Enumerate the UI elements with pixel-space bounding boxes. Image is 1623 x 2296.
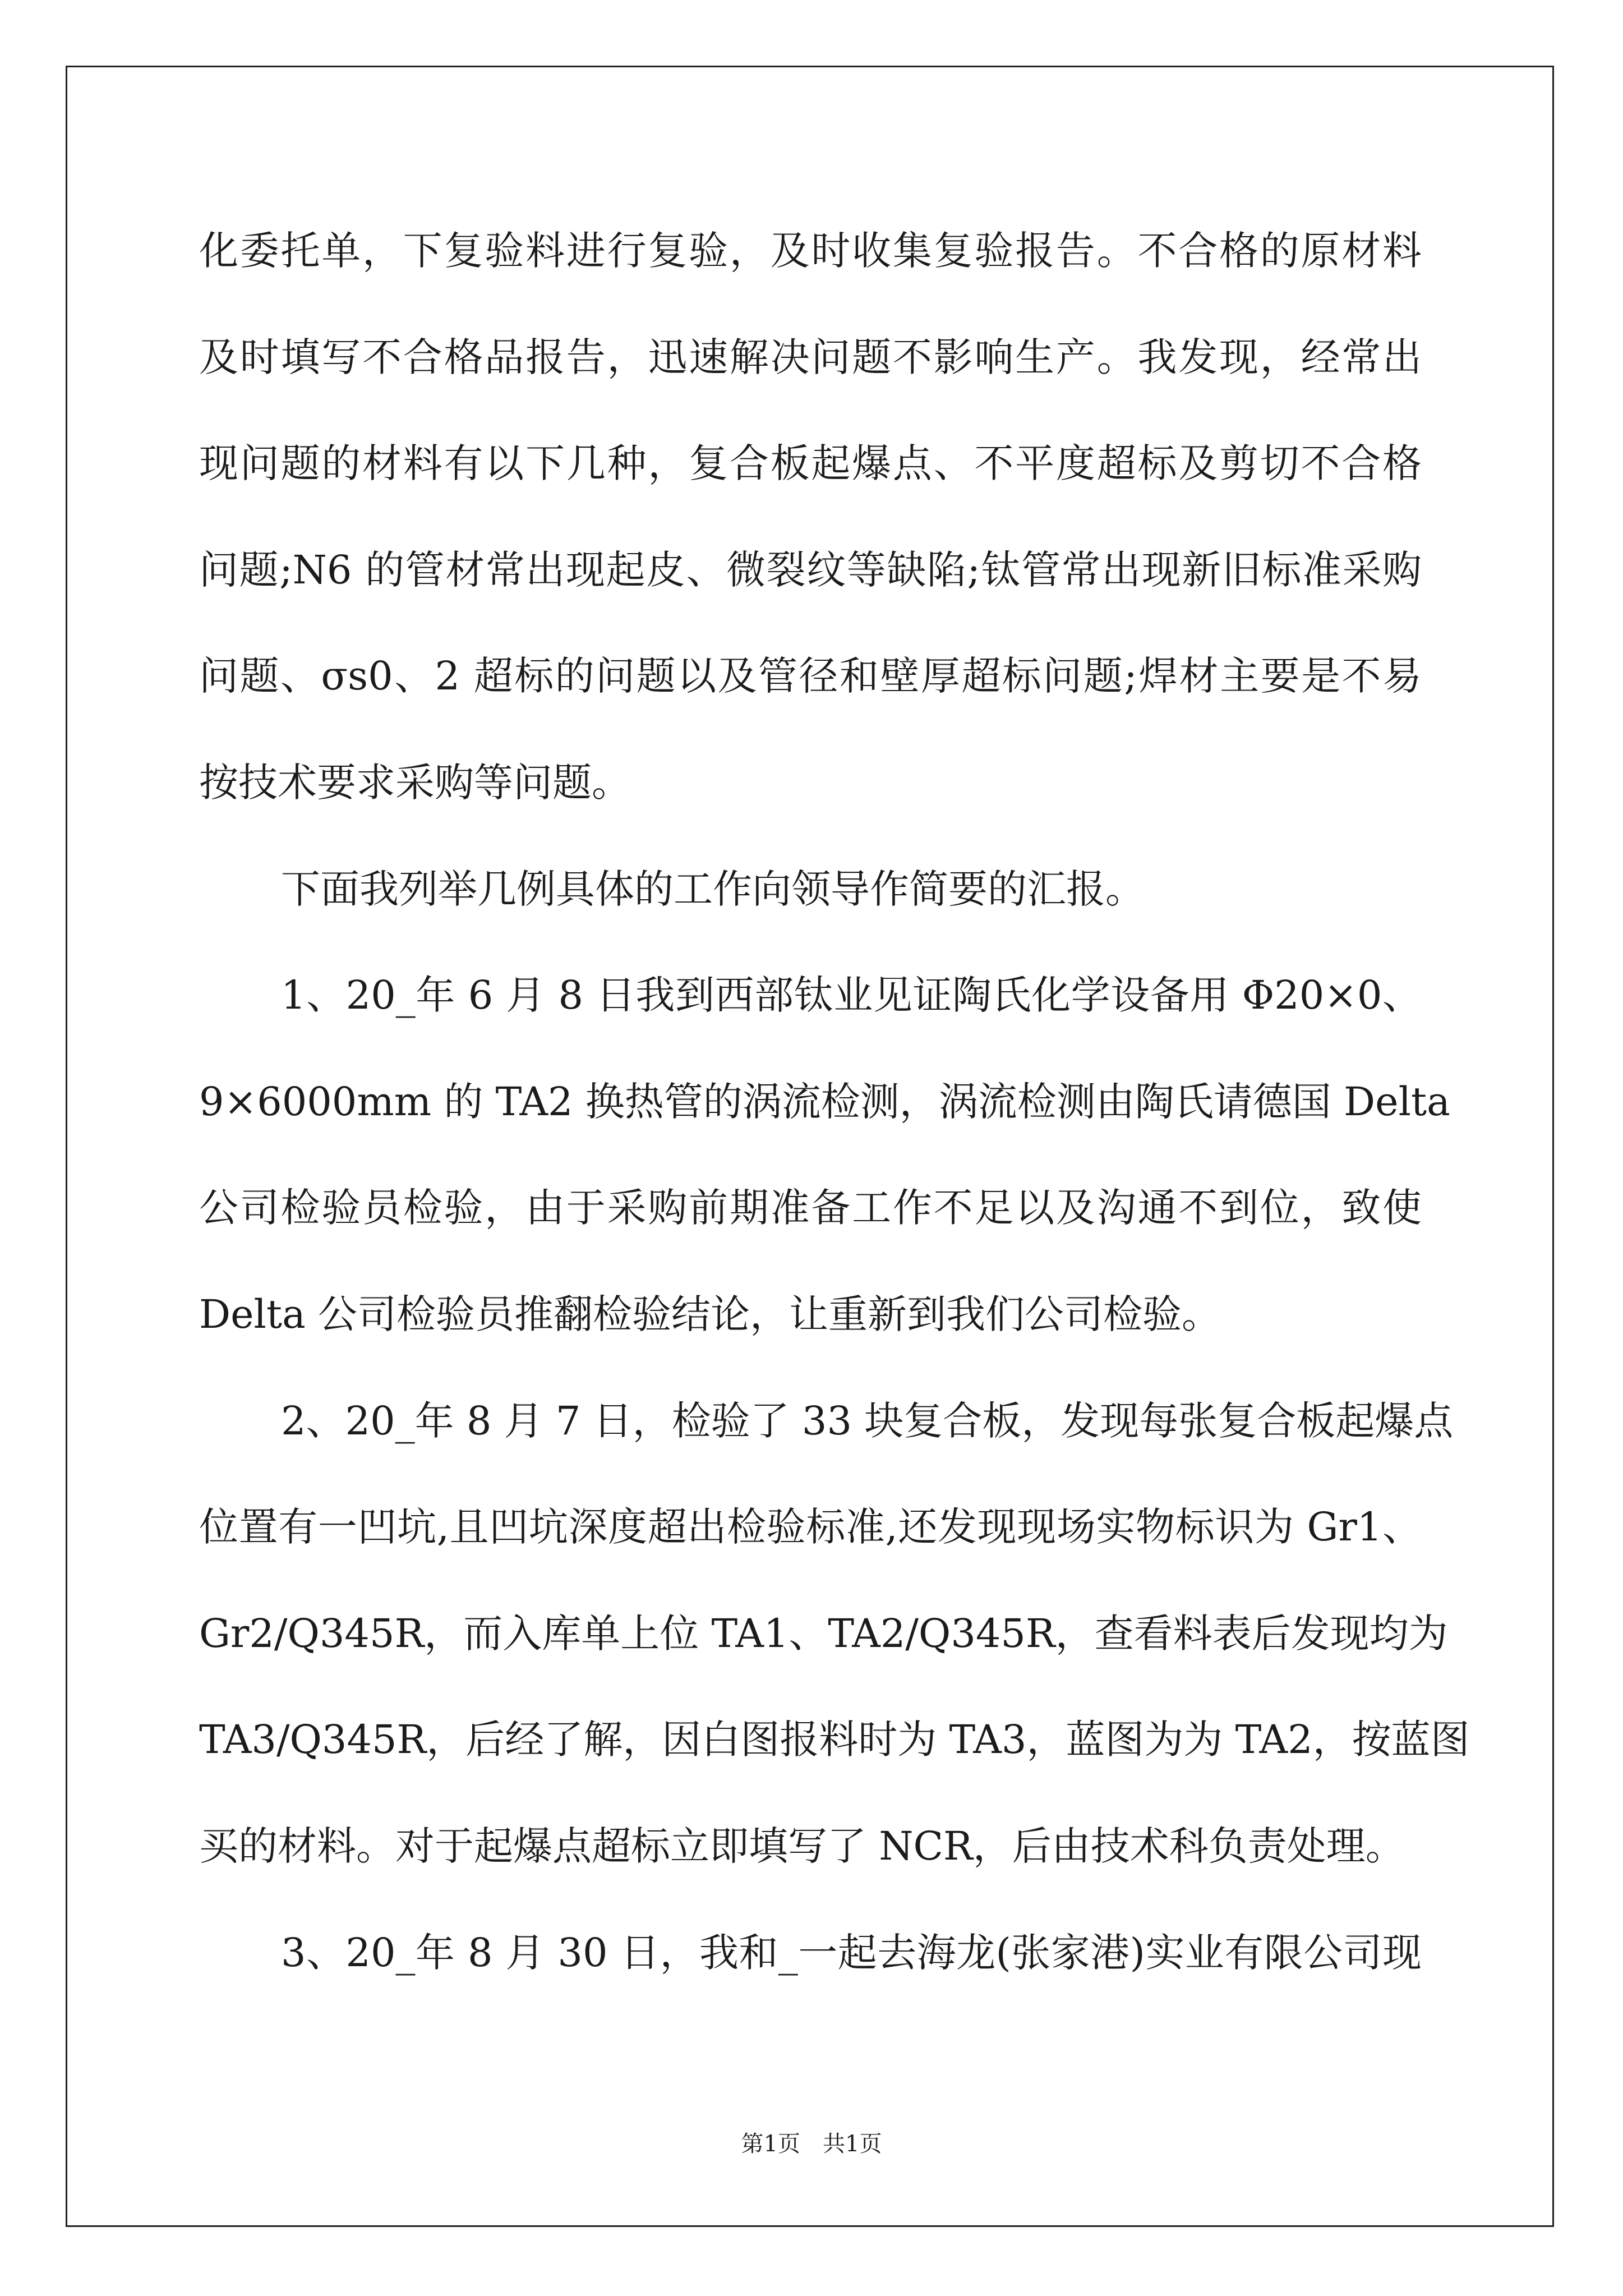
- text-line: 按技术要求采购等问题。: [199, 759, 631, 806]
- text-line: 2、20_年 8 月 7 日，检验了 33 块复合板，发现每张复合板起爆点: [281, 1397, 1454, 1444]
- text-line: 公司检验员检验，由于采购前期准备工作不足以及沟通不到位，致使: [199, 1185, 1422, 1231]
- page-footer: 第1页 共1页: [741, 2131, 882, 2157]
- text-line: 现问题的材料有以下几种，复合板起爆点、不平度超标及剪切不合格: [199, 440, 1422, 487]
- text-line: 3、20_年 8 月 30 日，我和_一起去海龙(张家港)实业有限公司现: [281, 1929, 1422, 1976]
- text-line: 1、20_年 6 月 8 日我到西部钛业见证陶氏化学设备用 Φ20×0、: [281, 972, 1422, 1019]
- text-line: 问题、σs0、2 超标的问题以及管径和壁厚超标问题;焊材主要是不易: [199, 653, 1422, 700]
- text-line: Delta 公司检验员推翻检验结论，让重新到我们公司检验。: [199, 1291, 1221, 1337]
- text-line: 买的材料。对于起爆点超标立即填写了 NCR，后由技术科负责处理。: [199, 1823, 1405, 1869]
- text-line: 9×6000mm 的 TA2 换热管的涡流检测，涡流检测由陶氏请德国 Delta: [199, 1078, 1450, 1125]
- document-body: [199, 198, 1470, 2006]
- text-line: Gr2/Q345R，而入库单上位 TA1、TA2/Q345R，查看料表后发现均为: [199, 1610, 1448, 1657]
- text-line: 位置有一凹坑,且凹坑深度超出检验标准,还发现现场实物标识为 Gr1、: [199, 1504, 1422, 1550]
- text-line: 下面我列举几例具体的工作向领导作简要的汇报。: [281, 866, 1145, 912]
- text-line: 及时填写不合格品报告，迅速解决问题不影响生产。我发现，经常出: [199, 334, 1422, 380]
- text-line: TA3/Q345R，后经了解，因白图报料时为 TA3，蓝图为为 TA2，按蓝图: [199, 1717, 1470, 1763]
- text-line: 化委托单，下复验料进行复验，及时收集复验报告。不合格的原材料: [199, 228, 1422, 274]
- text-line: 问题;N6 的管材常出现起皮、微裂纹等缺陷;钛管常出现新旧标准采购: [199, 546, 1422, 593]
